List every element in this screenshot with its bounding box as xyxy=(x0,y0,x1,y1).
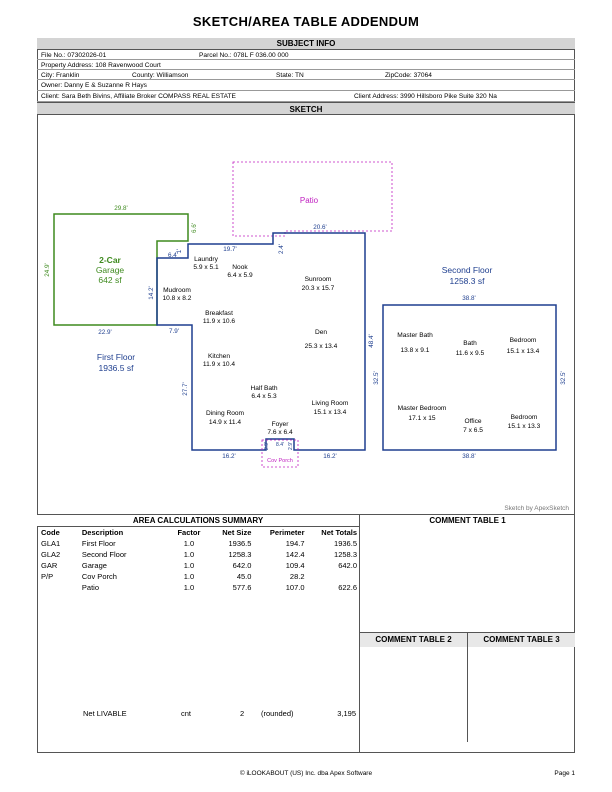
room-living-room-dims: 15.1 x 13.4 xyxy=(313,409,347,416)
dim-14-2: 14.2' xyxy=(148,286,155,300)
col-description: Description xyxy=(81,528,124,537)
room-den-name: Den xyxy=(314,329,328,336)
comment-table-3-header: COMMENT TABLE 3 xyxy=(468,633,575,647)
sketch-credit: Sketch by ApexSketch xyxy=(504,505,569,512)
dim-16-2-right: 16.2' xyxy=(323,453,337,460)
room-master-bedroom-name: Master Bedroom xyxy=(397,405,447,412)
cell-perimeter: 142.4 xyxy=(285,550,305,559)
dim-2-4: 2.4' xyxy=(278,244,285,254)
room-bath-name: Bath xyxy=(463,340,477,347)
cell-perimeter: 109.4 xyxy=(285,561,305,570)
dim-porch-width: 8.4' xyxy=(276,442,284,448)
cell-net-total: 642.0 xyxy=(338,561,357,570)
dim-second-floor-top: 38.8' xyxy=(462,295,476,302)
cell-net-size: 1258.3 xyxy=(228,550,252,559)
zip-code: ZipCode: 37064 xyxy=(385,72,432,79)
table-row xyxy=(40,571,358,582)
cell-code: GLA2 xyxy=(41,550,61,559)
first-floor-label: First Floor xyxy=(96,352,136,362)
parcel-no: Parcel No.: 078L F 036.00 000 xyxy=(199,52,289,59)
cell-code: GAR xyxy=(41,561,58,570)
garage-sub-label: Garage xyxy=(95,265,125,275)
dim-20-6: 20.6' xyxy=(313,224,327,231)
cell-factor: 1.0 xyxy=(183,550,195,559)
client: Client: Sara Beth Bivins, Affiliate Broker COMPASS REAL ESTATE xyxy=(41,93,236,100)
dim-garage-bottom: 22.9' xyxy=(98,329,112,336)
net-livable-total: 3,195 xyxy=(337,709,356,718)
room-den-dims: 25.3 x 13.4 xyxy=(304,343,338,350)
footer-page: Page 1 xyxy=(554,770,575,777)
cell-description: First Floor xyxy=(81,539,116,548)
dim-19-7: 19.7' xyxy=(223,246,237,253)
area-calc-header-row xyxy=(40,527,358,538)
room-laundry-name: Laundry xyxy=(194,256,218,263)
col-code: Code xyxy=(41,528,60,537)
cell-factor: 1.0 xyxy=(183,561,195,570)
room-sunroom-dims: 20.3 x 15.7 xyxy=(301,285,335,292)
cell-factor: 1.0 xyxy=(183,539,195,548)
room-bath-dims: 11.6 x 9.5 xyxy=(455,350,485,357)
cell-description: Garage xyxy=(81,561,107,570)
room-office-dims: 7 x 6.5 xyxy=(463,427,483,434)
dim-48-4: 48.4' xyxy=(368,334,375,348)
room-bedroom-1-name: Bedroom xyxy=(509,337,537,344)
dim-16-2-left: 16.2' xyxy=(222,453,236,460)
table-row xyxy=(40,582,358,593)
cell-net-total: 1258.3 xyxy=(334,550,357,559)
col-perimeter: Perimeter xyxy=(269,528,305,537)
net-livable-unit: cnt xyxy=(181,709,192,718)
state: State: TN xyxy=(276,72,304,79)
owner: Owner: Danny E & Suzanne R Hays xyxy=(41,82,147,89)
cell-net-size: 577.6 xyxy=(232,583,252,592)
room-living-room-name: Living Room xyxy=(311,400,349,407)
room-dining-room-dims: 14.9 x 11.4 xyxy=(208,419,242,426)
second-floor-area-label: 1258.3 sf xyxy=(449,276,485,286)
room-office-name: Office xyxy=(464,418,482,425)
room-nook-name: Nook xyxy=(232,264,248,271)
floor-plan-sketch xyxy=(37,115,575,515)
cell-net-total xyxy=(306,571,358,582)
cell-description: Patio xyxy=(81,583,99,592)
cell-code xyxy=(40,582,81,593)
col-net-size: Net Size xyxy=(222,528,252,537)
room-master-bath-name: Master Bath xyxy=(397,332,433,339)
area-calculations-panel xyxy=(37,515,360,753)
file-no: File No.: 07302026-01 xyxy=(41,52,107,59)
room-breakfast-name: Breakfast xyxy=(205,310,233,317)
dim-7-9: 7.9' xyxy=(169,328,179,335)
room-bedroom-2-name: Bedroom xyxy=(510,414,538,421)
room-dining-room-name: Dining Room xyxy=(205,410,245,417)
dim-6-4: 6.4' xyxy=(168,252,178,259)
cell-net-size: 45.0 xyxy=(236,572,252,581)
room-kitchen-dims: 11.9 x 10.4 xyxy=(202,361,236,368)
patio-label: Patio xyxy=(299,196,319,205)
first-floor-area-label: 1936.5 sf xyxy=(98,363,134,373)
cell-net-total: 622.6 xyxy=(338,583,357,592)
first-floor-outline xyxy=(157,233,365,450)
subject-info-block xyxy=(37,50,575,102)
room-bedroom-2-dims: 15.1 x 13.3 xyxy=(507,423,541,430)
garage-area-label: 642 sf xyxy=(98,275,122,285)
dimension-labels xyxy=(44,205,567,460)
dim-second-floor-bottom: 38.8' xyxy=(462,453,476,460)
dim-second-floor-right: 32.5' xyxy=(560,371,567,385)
footer-copyright: © iLOOKABOUT (US) Inc. dba Apex Software xyxy=(239,770,373,777)
room-master-bedroom-dims: 17.1 x 15 xyxy=(408,415,436,422)
room-laundry-dims: 5.9 x 5.1 xyxy=(193,264,219,271)
room-sunroom-name: Sunroom xyxy=(304,276,332,283)
second-floor-label: Second Floor xyxy=(441,265,493,275)
cell-perimeter: 194.7 xyxy=(285,539,305,548)
page-title: SKETCH/AREA TABLE ADDENDUM xyxy=(192,14,420,29)
room-mudroom-name: Mudroom xyxy=(163,287,191,294)
cell-factor: 1.0 xyxy=(183,572,195,581)
table-row xyxy=(40,549,358,560)
sketch-header: SKETCH xyxy=(37,102,575,115)
cell-perimeter: 28.2 xyxy=(289,572,305,581)
room-foyer-name: Foyer xyxy=(271,421,289,428)
net-livable-label: Net LIVABLE xyxy=(83,709,127,718)
room-half-bath-dims: 6.4 x 5.3 xyxy=(251,393,277,400)
comment-table-2-header: COMMENT TABLE 2 xyxy=(360,633,467,647)
room-kitchen-name: Kitchen xyxy=(208,353,230,360)
net-livable-row xyxy=(37,709,360,721)
dim-garage-left: 24.9' xyxy=(44,263,51,277)
cell-description: Cov Porch xyxy=(81,572,117,581)
client-address: Client Address: 3990 Hillsboro Pike Suite 320 Na xyxy=(354,93,497,100)
net-livable-count: 2 xyxy=(240,709,245,718)
cell-net-size: 642.0 xyxy=(232,561,252,570)
county: County: Williamson xyxy=(132,72,189,79)
garage-name-label: 2-Car xyxy=(99,255,121,265)
city: City: Franklin xyxy=(41,72,80,79)
dim-1: 1' xyxy=(176,248,183,254)
table-row xyxy=(40,538,358,549)
room-breakfast-dims: 11.9 x 10.6 xyxy=(202,318,236,325)
table-row xyxy=(40,560,358,571)
cell-net-total: 1936.5 xyxy=(334,539,357,548)
subject-info-header: SUBJECT INFO xyxy=(37,38,575,50)
comment-table-1-header: COMMENT TABLE 1 xyxy=(429,516,506,525)
room-bedroom-1-dims: 15.1 x 13.4 xyxy=(506,348,540,355)
room-nook-dims: 6.4 x 5.9 xyxy=(227,272,253,279)
cell-code: GLA1 xyxy=(41,539,61,548)
cell-description: Second Floor xyxy=(81,550,127,559)
net-livable-note: (rounded) xyxy=(261,709,294,718)
room-foyer-dims: 7.6 x 6.4 xyxy=(267,429,293,436)
dim-porch-left: 2.9' xyxy=(264,442,270,450)
col-factor: Factor xyxy=(177,528,201,537)
cell-perimeter: 107.0 xyxy=(285,583,305,592)
area-calc-header: AREA CALCULATIONS SUMMARY xyxy=(37,515,359,527)
dim-porch-right: 2.9' xyxy=(288,442,294,450)
room-half-bath-name: Half Bath xyxy=(250,385,278,392)
comment-column-divider xyxy=(467,633,468,742)
room-mudroom-dims: 10.8 x 8.2 xyxy=(162,295,192,302)
area-calc-table xyxy=(40,527,358,593)
cell-factor: 1.0 xyxy=(183,583,195,592)
cell-net-size: 1936.5 xyxy=(228,539,252,548)
dim-27-7: 27.7' xyxy=(182,382,189,396)
dim-second-floor-left: 32.5' xyxy=(373,371,380,385)
dim-garage-top: 29.8' xyxy=(114,205,128,212)
cov-porch-label: Cov Porch xyxy=(267,458,293,464)
property-address: Property Address: 108 Ravenwood Court xyxy=(41,62,161,69)
col-net-totals: Net Totals xyxy=(321,528,357,537)
room-master-bath-dims: 13.8 x 9.1 xyxy=(400,347,430,354)
dim-garage-right: 6.6' xyxy=(191,223,198,233)
cell-code: P/P xyxy=(41,572,54,581)
